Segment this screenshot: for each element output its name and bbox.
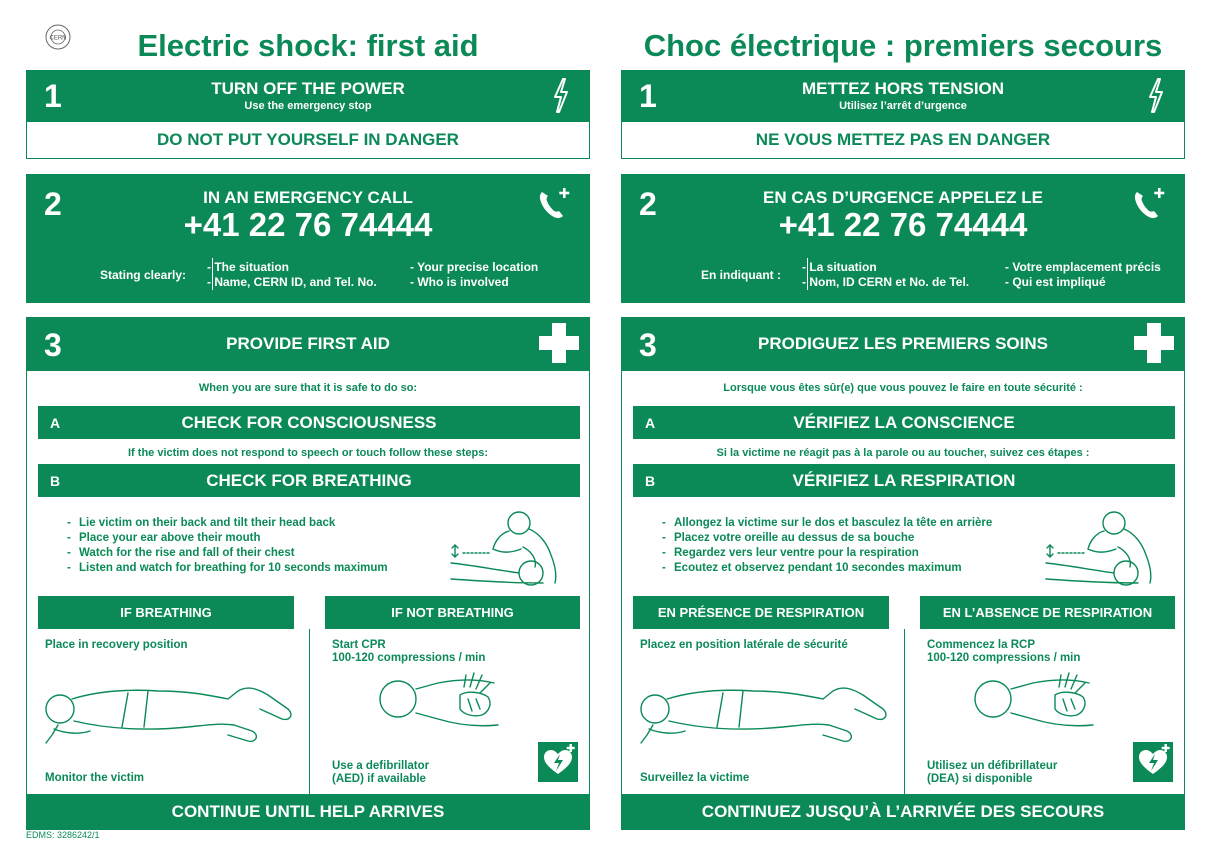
phone-plus-icon <box>534 184 574 224</box>
page-title: Choc électrique : premiers secours <box>643 28 1163 63</box>
aed-heart-icon <box>1133 742 1173 782</box>
cpr-start: Start CPR <box>332 639 386 651</box>
info-item: - Name, CERN ID, and Tel. No. <box>207 275 377 289</box>
check-breathing-label: VÉRIFIEZ LA RESPIRATION <box>792 471 1016 490</box>
info-list-1 <box>802 260 969 290</box>
breathing-steps <box>662 516 992 576</box>
breathing-steps <box>67 516 388 576</box>
info-item: - Qui est impliqué <box>1005 275 1106 289</box>
check-consciousness-bar <box>38 406 580 439</box>
step2-panel <box>621 174 1185 303</box>
info-item: - Your precise location <box>410 260 539 274</box>
check-consciousness-bar <box>633 406 1175 439</box>
emergency-phone-number: +41 22 76 74444 <box>778 206 1028 243</box>
stating-label: Stating clearly: <box>99 268 186 282</box>
info-list-2 <box>410 260 538 290</box>
cpr-illustration <box>368 659 518 754</box>
continue-banner: CONTINUE UNTIL HELP ARRIVES <box>26 794 590 830</box>
aed-line1: Use a defibrillator <box>332 760 430 772</box>
aed-line1: Utilisez un défibrillateur <box>927 760 1058 772</box>
recovery-position-label: Place in recovery position <box>45 639 188 651</box>
cpr-rate: 100-120 compressions / min <box>927 652 1081 664</box>
aed-line2: (AED) if available <box>332 773 426 785</box>
step1-heading: TURN OFF THE POWER <box>211 79 405 98</box>
step2-heading: IN AN EMERGENCY CALL <box>203 188 413 207</box>
svg-text:CERN: CERN <box>49 35 67 42</box>
step3-panel <box>26 317 590 829</box>
cpr-rate: 100-120 compressions / min <box>332 652 486 664</box>
info-item: - La situation <box>802 260 877 274</box>
breathing-step: - Watch for the rise and fall of their chest <box>67 546 388 561</box>
first-aid-cross-icon <box>1131 320 1177 366</box>
recovery-position-illustration <box>38 669 308 759</box>
continue-banner: CONTINUEZ JUSQU’À L’ARRIVÉE DES SECOURS <box>621 794 1185 830</box>
phone-plus-icon <box>1129 184 1169 224</box>
breathing-step: - Regardez vers leur ventre pour la respiration <box>662 546 992 561</box>
step-letter-a: A <box>645 415 656 431</box>
step1-header <box>621 70 1185 121</box>
safety-intro: Lorsque vous êtes sûr(e) que vous pouvez le faire en toute sécurité : <box>723 382 1083 394</box>
step3-header <box>621 317 1185 371</box>
info-item: - Who is involved <box>410 275 509 289</box>
lightning-icon <box>550 78 572 114</box>
step-letter-b: B <box>50 473 61 489</box>
english-column <box>26 0 590 852</box>
check-breathing-bar <box>38 464 580 497</box>
no-response-instruction: If the victim does not respond to speech or touch follow these steps: <box>128 447 488 459</box>
breathing-step: - Ecoutez et observez pendant 10 secondes maximum <box>662 561 992 576</box>
recovery-position-illustration <box>633 669 903 759</box>
tab-if-breathing: IF BREATHING <box>38 596 294 629</box>
check-consciousness-label: CHECK FOR CONSCIOUSNESS <box>181 413 437 432</box>
recovery-position-label: Placez en position latérale de sécurité <box>640 639 848 651</box>
breathing-step: - Placez votre oreille au dessus de sa bouche <box>662 531 992 546</box>
first-aid-cross-icon <box>536 320 582 366</box>
info-list-2 <box>1005 260 1161 290</box>
info-item: - The situation <box>207 260 289 274</box>
step1-header <box>26 70 590 121</box>
monitor-victim-label: Surveillez la victime <box>640 772 750 784</box>
check-breathing-bar <box>633 464 1175 497</box>
danger-warning: DO NOT PUT YOURSELF IN DANGER <box>26 121 590 159</box>
check-breathing-illustration <box>1026 503 1166 589</box>
step1-subheading: Use the emergency stop <box>244 100 372 112</box>
step3-panel <box>621 317 1185 829</box>
breathing-tabs <box>38 596 580 629</box>
cpr-illustration <box>963 659 1113 754</box>
aed-line2: (DEA) si disponible <box>927 773 1033 785</box>
stating-label: En indiquant : <box>701 268 781 282</box>
info-item: - Nom, ID CERN et No. de Tel. <box>802 275 970 289</box>
step2-panel <box>26 174 590 303</box>
monitor-victim-label: Monitor the victim <box>45 772 145 784</box>
info-list-1 <box>207 260 377 290</box>
step2-heading: EN CAS D’URGENCE APPELEZ LE <box>763 188 1043 207</box>
info-item: - Votre emplacement précis <box>1005 260 1161 274</box>
step3-number: 3 <box>639 327 657 363</box>
french-column <box>621 0 1185 852</box>
breathing-step: - Place your ear above their mouth <box>67 531 388 546</box>
step-letter-b: B <box>645 473 656 489</box>
step3-heading: PROVIDE FIRST AID <box>226 334 390 353</box>
aed-instruction <box>927 760 1057 786</box>
step3-number: 3 <box>44 327 62 363</box>
step2-number: 2 <box>44 186 62 222</box>
emergency-phone-number: +41 22 76 74444 <box>183 206 433 243</box>
panel-divider <box>904 629 905 794</box>
check-consciousness-label: VÉRIFIEZ LA CONSCIENCE <box>793 413 1015 432</box>
check-breathing-illustration <box>431 503 571 589</box>
step3-heading: PRODIGUEZ LES PREMIERS SOINS <box>758 334 1048 353</box>
safety-intro: When you are sure that it is safe to do so: <box>198 382 418 394</box>
step3-header <box>26 317 590 371</box>
step1-subheading: Utilisez l’arrêt d’urgence <box>839 100 967 112</box>
breathing-step: - Allongez la victime sur le dos et basculez la tête en arrière <box>662 516 992 531</box>
tab-if-not-breathing: EN L’ABSENCE DE RESPIRATION <box>920 596 1175 629</box>
cpr-start: Commencez la RCP <box>927 639 1036 651</box>
step-letter-a: A <box>50 415 61 431</box>
step1-number: 1 <box>639 78 657 114</box>
step1-heading: METTEZ HORS TENSION <box>801 79 1005 98</box>
action-panels <box>38 629 580 794</box>
no-response-instruction: Si la victime ne réagit pas à la parole ou au toucher, suivez ces étapes : <box>716 447 1090 459</box>
step1-number: 1 <box>44 78 62 114</box>
lightning-icon <box>1145 78 1167 114</box>
page-title: Electric shock: first aid <box>137 28 479 63</box>
check-breathing-label: CHECK FOR BREATHING <box>206 471 412 490</box>
breathing-tabs <box>633 596 1175 629</box>
tab-if-breathing: EN PRÉSENCE DE RESPIRATION <box>633 596 889 629</box>
panel-divider <box>309 629 310 794</box>
aed-heart-icon <box>538 742 578 782</box>
breathing-step: - Lie victim on their back and tilt their head back <box>67 516 388 531</box>
edms-reference: EDMS: 3286242/1 <box>26 830 100 840</box>
breathing-step: - Listen and watch for breathing for 10 seconds maximum <box>67 561 388 576</box>
danger-warning: NE VOUS METTEZ PAS EN DANGER <box>621 121 1185 159</box>
tab-if-not-breathing: IF NOT BREATHING <box>325 596 580 629</box>
step2-number: 2 <box>639 186 657 222</box>
aed-instruction <box>332 760 429 786</box>
action-panels <box>633 629 1175 794</box>
